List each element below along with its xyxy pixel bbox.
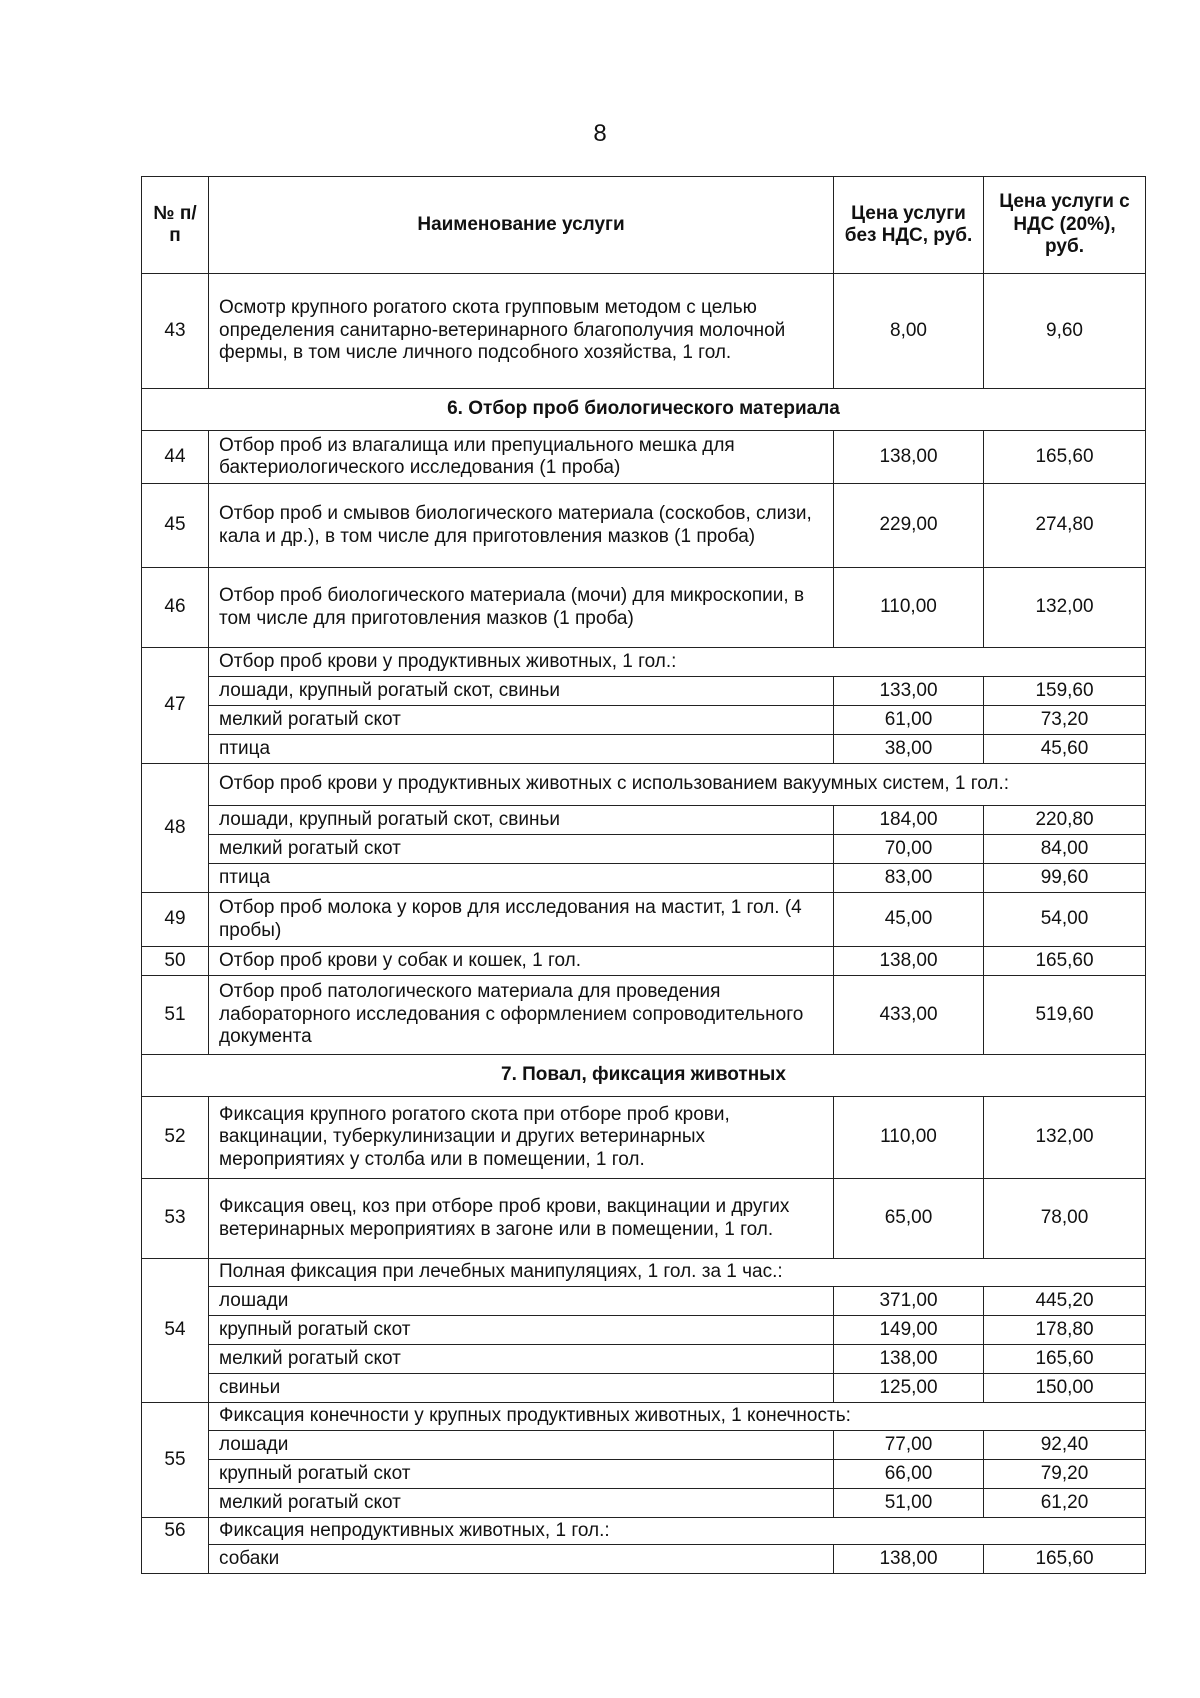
sub-price-vat: 165,60 xyxy=(984,1545,1146,1574)
header-price-no-vat: Цена услуги без НДС, руб. xyxy=(834,177,984,274)
group-title: Полная фиксация при лечебных манипуляциях, 1 гол. за 1 час.: xyxy=(209,1259,1146,1287)
group-title: Фиксация непродуктивных животных, 1 гол.: xyxy=(209,1518,1146,1545)
row-price-vat: 78,00 xyxy=(984,1179,1146,1259)
sub-price-no-vat: 133,00 xyxy=(834,677,984,706)
sub-price-vat: 84,00 xyxy=(984,835,1146,864)
sub-row xyxy=(142,1345,1146,1374)
sub-row xyxy=(142,806,1146,835)
row-num: 44 xyxy=(142,431,209,484)
row-price-no-vat: 110,00 xyxy=(834,1097,984,1179)
row-price-vat: 274,80 xyxy=(984,484,1146,568)
sub-price-vat: 61,20 xyxy=(984,1489,1146,1518)
row-price-no-vat: 138,00 xyxy=(834,947,984,976)
sub-row xyxy=(142,706,1146,735)
sub-price-vat: 445,20 xyxy=(984,1287,1146,1316)
group-title-row xyxy=(142,1259,1146,1287)
group-title-row xyxy=(142,1403,1146,1431)
group-title-row xyxy=(142,648,1146,677)
sub-price-no-vat: 371,00 xyxy=(834,1287,984,1316)
sub-row xyxy=(142,677,1146,706)
row-price-vat: 519,60 xyxy=(984,976,1146,1055)
sub-row xyxy=(142,864,1146,893)
sub-item-name: лошади, крупный рогатый скот, свиньи xyxy=(209,677,834,706)
sub-item-name: птица xyxy=(209,864,834,893)
sub-price-no-vat: 138,00 xyxy=(834,1345,984,1374)
row-num: 46 xyxy=(142,568,209,648)
sub-row xyxy=(142,1374,1146,1403)
section-title: 6. Отбор проб биологического материала xyxy=(142,389,1146,431)
sub-price-vat: 159,60 xyxy=(984,677,1146,706)
row-service-name: Отбор проб патологического материала для проведения лабораторного исследования с оформлением сопроводительного документа xyxy=(209,976,834,1055)
sub-row xyxy=(142,1287,1146,1316)
sub-row xyxy=(142,1316,1146,1345)
table-row xyxy=(142,1097,1146,1179)
sub-item-name: мелкий рогатый скот xyxy=(209,835,834,864)
row-num: 49 xyxy=(142,893,209,947)
row-num: 53 xyxy=(142,1179,209,1259)
sub-price-vat: 92,40 xyxy=(984,1431,1146,1460)
group-title: Отбор проб крови у продуктивных животных с использованием вакуумных систем, 1 гол.: xyxy=(209,764,1146,806)
row-price-vat: 9,60 xyxy=(984,274,1146,389)
row-num: 50 xyxy=(142,947,209,976)
row-price-no-vat: 65,00 xyxy=(834,1179,984,1259)
sub-item-name: лошади xyxy=(209,1287,834,1316)
row-service-name: Отбор проб молока у коров для исследования на мастит, 1 гол. (4 пробы) xyxy=(209,893,834,947)
row-price-no-vat: 138,00 xyxy=(834,431,984,484)
sub-price-vat: 178,80 xyxy=(984,1316,1146,1345)
sub-price-vat: 73,20 xyxy=(984,706,1146,735)
sub-price-no-vat: 125,00 xyxy=(834,1374,984,1403)
sub-price-vat: 150,00 xyxy=(984,1374,1146,1403)
row-price-no-vat: 229,00 xyxy=(834,484,984,568)
row-num: 52 xyxy=(142,1097,209,1179)
table-row xyxy=(142,1179,1146,1259)
row-service-name: Фиксация крупного рогатого скота при отборе проб крови, вакцинации, туберкулинизации и других ветеринарных мероприятиях у столба или в помещении, 1 гол. xyxy=(209,1097,834,1179)
sub-item-name: лошади xyxy=(209,1431,834,1460)
sub-price-no-vat: 138,00 xyxy=(834,1545,984,1574)
page-number: 8 xyxy=(593,120,607,147)
row-service-name: Отбор проб и смывов биологического материала (соскобов, слизи, кала и др.), в том числе для приготовления мазков (1 проба) xyxy=(209,484,834,568)
section-row xyxy=(142,1055,1146,1097)
sub-item-name: крупный рогатый скот xyxy=(209,1460,834,1489)
header-price-vat: Цена услуги с НДС (20%), руб. xyxy=(984,177,1146,274)
group-title: Фиксация конечности у крупных продуктивных животных, 1 конечность: xyxy=(209,1403,1146,1431)
sub-item-name: лошади, крупный рогатый скот, свиньи xyxy=(209,806,834,835)
sub-price-no-vat: 51,00 xyxy=(834,1489,984,1518)
row-price-vat: 54,00 xyxy=(984,893,1146,947)
row-service-name: Осмотр крупного рогатого скота групповым методом с целью определения санитарно-ветеринарного благополучия молочной фермы, в том числе личного подсобного хозяйства, 1 гол. xyxy=(209,274,834,389)
row-num: 43 xyxy=(142,274,209,389)
row-price-no-vat: 433,00 xyxy=(834,976,984,1055)
header-num: № п/п xyxy=(142,177,209,274)
sub-item-name: свиньи xyxy=(209,1374,834,1403)
table-row xyxy=(142,947,1146,976)
row-num: 54 xyxy=(142,1259,209,1403)
sub-price-vat: 165,60 xyxy=(984,1345,1146,1374)
table-row xyxy=(142,893,1146,947)
sub-item-name: мелкий рогатый скот xyxy=(209,706,834,735)
row-price-vat: 165,60 xyxy=(984,947,1146,976)
table-row xyxy=(142,568,1146,648)
sub-row xyxy=(142,1489,1146,1518)
sub-price-no-vat: 61,00 xyxy=(834,706,984,735)
sub-price-vat: 45,60 xyxy=(984,735,1146,764)
sub-price-vat: 79,20 xyxy=(984,1460,1146,1489)
row-service-name: Отбор проб биологического материала (мочи) для микроскопии, в том числе для приготовления мазков (1 проба) xyxy=(209,568,834,648)
sub-item-name: собаки xyxy=(209,1545,834,1574)
sub-price-vat: 220,80 xyxy=(984,806,1146,835)
sub-price-no-vat: 77,00 xyxy=(834,1431,984,1460)
sub-price-no-vat: 83,00 xyxy=(834,864,984,893)
row-service-name: Отбор проб из влагалища или препуциального мешка для бактериологического исследования (1 проба) xyxy=(209,431,834,484)
sub-item-name: мелкий рогатый скот xyxy=(209,1345,834,1374)
row-price-vat: 132,00 xyxy=(984,568,1146,648)
row-num: 55 xyxy=(142,1403,209,1518)
section-row xyxy=(142,389,1146,431)
table-row xyxy=(142,976,1146,1055)
row-price-no-vat: 8,00 xyxy=(834,274,984,389)
sub-row xyxy=(142,1545,1146,1574)
row-price-vat: 132,00 xyxy=(984,1097,1146,1179)
row-price-vat: 165,60 xyxy=(984,431,1146,484)
sub-row xyxy=(142,1460,1146,1489)
row-num: 56 xyxy=(142,1518,209,1574)
table-header-row xyxy=(142,177,1146,274)
table-row xyxy=(142,431,1146,484)
row-num: 48 xyxy=(142,764,209,893)
header-name: Наименование услуги xyxy=(209,177,834,274)
sub-price-no-vat: 149,00 xyxy=(834,1316,984,1345)
sub-row xyxy=(142,1431,1146,1460)
row-price-no-vat: 45,00 xyxy=(834,893,984,947)
sub-row xyxy=(142,835,1146,864)
price-table xyxy=(141,176,1146,1574)
row-num: 51 xyxy=(142,976,209,1055)
sub-price-no-vat: 184,00 xyxy=(834,806,984,835)
sub-row xyxy=(142,735,1146,764)
sub-price-no-vat: 66,00 xyxy=(834,1460,984,1489)
table-row xyxy=(142,484,1146,568)
sub-price-vat: 99,60 xyxy=(984,864,1146,893)
group-title-row xyxy=(142,1518,1146,1545)
row-service-name: Фиксация овец, коз при отборе проб крови, вакцинации и других ветеринарных мероприятиях в загоне или в помещении, 1 гол. xyxy=(209,1179,834,1259)
row-num: 47 xyxy=(142,648,209,764)
group-title-row xyxy=(142,764,1146,806)
row-price-no-vat: 110,00 xyxy=(834,568,984,648)
sub-price-no-vat: 70,00 xyxy=(834,835,984,864)
table-row xyxy=(142,274,1146,389)
sub-price-no-vat: 38,00 xyxy=(834,735,984,764)
sub-item-name: мелкий рогатый скот xyxy=(209,1489,834,1518)
row-service-name: Отбор проб крови у собак и кошек, 1 гол. xyxy=(209,947,834,976)
section-title: 7. Повал, фиксация животных xyxy=(142,1055,1146,1097)
row-num: 45 xyxy=(142,484,209,568)
group-title: Отбор проб крови у продуктивных животных, 1 гол.: xyxy=(209,648,1146,677)
sub-item-name: птица xyxy=(209,735,834,764)
sub-item-name: крупный рогатый скот xyxy=(209,1316,834,1345)
